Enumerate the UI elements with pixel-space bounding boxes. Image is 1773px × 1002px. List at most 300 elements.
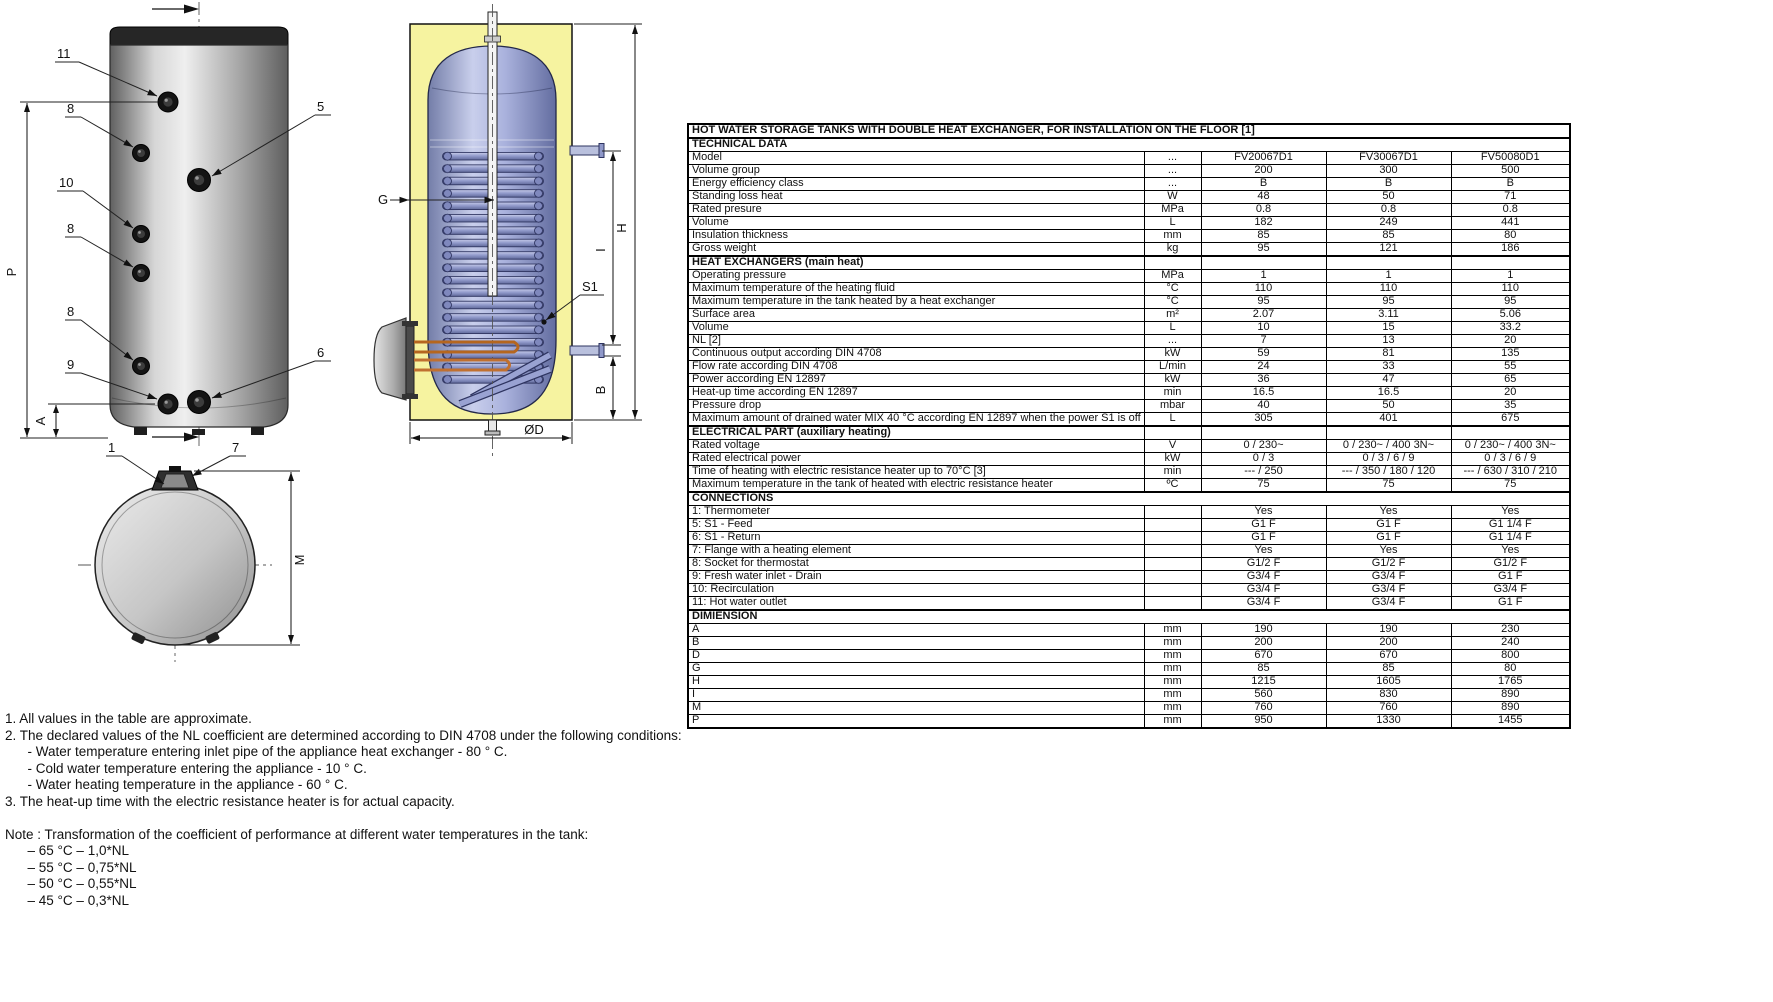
value-cell <box>1201 256 1326 270</box>
value-cell: 441 <box>1451 217 1570 230</box>
value-cell: 135 <box>1451 348 1570 361</box>
value-cell <box>1451 256 1570 270</box>
unit-cell: MPa <box>1144 204 1201 217</box>
value-cell: 1 <box>1201 270 1326 283</box>
table-row <box>688 637 1570 650</box>
param-cell: Rated electrical power <box>688 453 1144 466</box>
tank-foot <box>134 427 147 435</box>
value-cell: Yes <box>1326 506 1451 519</box>
param-cell: Standing loss heat <box>688 191 1144 204</box>
unit-cell: V <box>1144 440 1201 453</box>
value-cell: G1 F <box>1201 519 1326 532</box>
value-cell: --- / 350 / 180 / 120 <box>1326 466 1451 479</box>
value-cell: 95 <box>1201 296 1326 309</box>
svg-text:B: B <box>593 385 608 395</box>
table-row <box>688 702 1570 715</box>
value-cell: 200 <box>1201 637 1326 650</box>
value-cell: 0.8 <box>1201 204 1326 217</box>
unit-cell <box>1144 506 1201 519</box>
value-cell: 675 <box>1451 413 1570 427</box>
note-line: – 55 °C – 0,75*NL <box>5 859 137 875</box>
s1-feed-pipe <box>570 144 604 158</box>
value-cell: 80 <box>1451 663 1570 676</box>
top-view <box>28 440 333 680</box>
table-row <box>688 663 1570 676</box>
unit-cell: ... <box>1144 152 1201 165</box>
svg-text:10: 10 <box>59 175 74 190</box>
value-cell: 1765 <box>1451 676 1570 689</box>
table-row <box>688 584 1570 597</box>
value-cell: 0.8 <box>1326 204 1451 217</box>
section-header: CONNECTIONS <box>688 492 1570 506</box>
value-cell: 85 <box>1201 663 1326 676</box>
param-cell: Volume group <box>688 165 1144 178</box>
table-row <box>688 270 1570 283</box>
dimension-i <box>593 151 621 345</box>
table-row <box>688 217 1570 230</box>
value-cell: 3.11 <box>1326 309 1451 322</box>
param-cell: 7: Flange with a heating element <box>688 545 1144 558</box>
front-view <box>0 0 352 448</box>
value-cell: 65 <box>1451 374 1570 387</box>
param-cell: Surface area <box>688 309 1144 322</box>
param-cell: Continuous output according DIN 4708 <box>688 348 1144 361</box>
param-cell: H <box>688 676 1144 689</box>
value-cell: 85 <box>1326 230 1451 243</box>
unit-cell: ... <box>1144 165 1201 178</box>
section-header: HEAT EXCHANGERS (main heat) <box>688 256 1144 270</box>
table-row <box>688 545 1570 558</box>
value-cell: 200 <box>1326 637 1451 650</box>
param-cell: Flow rate according DIN 4708 <box>688 361 1144 374</box>
value-cell: 0.8 <box>1451 204 1570 217</box>
value-cell: 230 <box>1451 624 1570 637</box>
value-cell: 13 <box>1326 335 1451 348</box>
value-cell: G1 1/4 F <box>1451 519 1570 532</box>
param-cell: Heat-up time according EN 12897 <box>688 387 1144 400</box>
value-cell: 24 <box>1201 361 1326 374</box>
svg-text:11: 11 <box>57 46 71 61</box>
unit-cell: ... <box>1144 335 1201 348</box>
value-cell: G3/4 F <box>1201 584 1326 597</box>
value-cell: 33.2 <box>1451 322 1570 335</box>
param-cell: Pressure drop <box>688 400 1144 413</box>
value-cell: 71 <box>1451 191 1570 204</box>
value-cell: G3/4 F <box>1326 597 1451 611</box>
value-cell: 1330 <box>1326 715 1451 729</box>
svg-text:M: M <box>292 554 307 566</box>
table-row <box>688 296 1570 309</box>
unit-cell: L <box>1144 217 1201 230</box>
table-row <box>688 624 1570 637</box>
note-line: - Water temperature entering inlet pipe of the appliance heat exchanger - 80 ° C. <box>5 744 508 759</box>
unit-cell: mm <box>1144 230 1201 243</box>
value-cell: --- / 250 <box>1201 466 1326 479</box>
param-cell: Operating pressure <box>688 270 1144 283</box>
s1-return-pipe <box>570 344 604 358</box>
param-cell: 9: Fresh water inlet - Drain <box>688 571 1144 584</box>
value-cell: 1215 <box>1201 676 1326 689</box>
param-cell: Rated presure <box>688 204 1144 217</box>
note-line: – 65 °C – 1,0*NL <box>5 843 129 858</box>
svg-text:ØD: ØD <box>524 422 544 437</box>
value-cell: 5.06 <box>1451 309 1570 322</box>
svg-text:A: A <box>33 416 48 426</box>
section-header: DIMIENSION <box>688 610 1570 624</box>
unit-cell <box>1144 571 1201 584</box>
value-cell: 760 <box>1201 702 1326 715</box>
svg-text:8: 8 <box>67 304 75 319</box>
value-cell: 1 <box>1451 270 1570 283</box>
table-row <box>688 466 1570 479</box>
value-cell: 2.07 <box>1201 309 1326 322</box>
value-cell: G1/2 F <box>1326 558 1451 571</box>
unit-cell: mm <box>1144 702 1201 715</box>
value-cell: 16.5 <box>1326 387 1451 400</box>
port-11 <box>158 92 178 112</box>
top-flange <box>152 466 198 490</box>
table-row <box>688 178 1570 191</box>
table-row <box>688 152 1570 165</box>
value-cell: --- / 630 / 310 / 210 <box>1451 466 1570 479</box>
port-8-upper <box>133 145 150 162</box>
value-cell: 186 <box>1451 243 1570 257</box>
value-cell: 1605 <box>1326 676 1451 689</box>
value-cell: G1 F <box>1451 597 1570 611</box>
table-row <box>688 204 1570 217</box>
value-cell: Yes <box>1201 545 1326 558</box>
unit-cell: ... <box>1144 178 1201 191</box>
table-row <box>688 440 1570 453</box>
section-view <box>372 0 662 465</box>
unit-cell: min <box>1144 387 1201 400</box>
value-cell: G3/4 F <box>1326 571 1451 584</box>
tank-top-outline <box>95 485 255 645</box>
value-cell: 95 <box>1326 296 1451 309</box>
value-cell: 40 <box>1201 400 1326 413</box>
value-cell <box>1451 426 1570 440</box>
param-cell: Volume <box>688 322 1144 335</box>
notes <box>5 711 682 909</box>
svg-text:8: 8 <box>67 101 75 116</box>
value-cell: 95 <box>1201 243 1326 257</box>
unit-cell: kW <box>1144 453 1201 466</box>
value-cell: 59 <box>1201 348 1326 361</box>
svg-text:1: 1 <box>108 440 116 455</box>
value-cell: 10 <box>1201 322 1326 335</box>
table-title-row <box>688 124 1570 138</box>
port-8-lower <box>133 358 150 375</box>
technical-drawing <box>0 0 680 700</box>
table-row <box>688 230 1570 243</box>
table-row <box>688 650 1570 663</box>
value-cell: 300 <box>1326 165 1451 178</box>
value-cell <box>1326 426 1451 440</box>
unit-cell: W <box>1144 191 1201 204</box>
table-row <box>688 479 1570 493</box>
value-cell: 7 <box>1201 335 1326 348</box>
param-cell: Maximum amount of drained water MIX 40 °C according EN 12897 when the power S1 is off <box>688 413 1144 427</box>
value-cell: 190 <box>1326 624 1451 637</box>
port-9 <box>158 394 178 414</box>
param-cell: Time of heating with electric resistance heater up to 70°C [3] <box>688 466 1144 479</box>
tank-top-cap <box>110 27 288 45</box>
value-cell: B <box>1326 178 1451 191</box>
tank-foot <box>251 427 264 435</box>
param-cell: Maximum temperature of the heating fluid <box>688 283 1144 296</box>
value-cell: 0 / 3 / 6 / 9 <box>1326 453 1451 466</box>
value-cell: 36 <box>1201 374 1326 387</box>
value-cell: 0 / 230~ <box>1201 440 1326 453</box>
table-row <box>688 519 1570 532</box>
value-cell: G1/2 F <box>1451 558 1570 571</box>
table-row <box>688 715 1570 729</box>
param-cell: Insulation thickness <box>688 230 1144 243</box>
svg-text:P: P <box>4 267 19 277</box>
param-cell: I <box>688 689 1144 702</box>
table-row <box>688 348 1570 361</box>
value-cell: 1455 <box>1451 715 1570 729</box>
unit-cell: mm <box>1144 689 1201 702</box>
param-cell: Maximum temperature in the tank of heated with electric resistance heater <box>688 479 1144 493</box>
table-row <box>688 283 1570 296</box>
unit-cell <box>1144 558 1201 571</box>
table-row <box>688 532 1570 545</box>
param-cell: 8: Socket for thermostat <box>688 558 1144 571</box>
value-cell: G1 F <box>1326 532 1451 545</box>
unit-cell <box>1144 426 1201 440</box>
value-cell: Yes <box>1451 506 1570 519</box>
section-header-row <box>688 492 1570 506</box>
value-cell: Yes <box>1451 545 1570 558</box>
unit-cell: mbar <box>1144 400 1201 413</box>
unit-cell: L/min <box>1144 361 1201 374</box>
param-cell: Power according EN 12897 <box>688 374 1144 387</box>
value-cell: FV20067D1 <box>1201 152 1326 165</box>
value-cell: 50 <box>1326 191 1451 204</box>
table-row <box>688 676 1570 689</box>
value-cell: 110 <box>1326 283 1451 296</box>
value-cell: 80 <box>1451 230 1570 243</box>
table-row <box>688 243 1570 257</box>
svg-text:7: 7 <box>232 440 240 455</box>
section-header-row <box>688 426 1570 440</box>
callout-1 <box>106 440 164 484</box>
param-cell: 5: S1 - Feed <box>688 519 1144 532</box>
svg-text:6: 6 <box>317 345 325 360</box>
unit-cell: min <box>1144 466 1201 479</box>
param-cell: Rated voltage <box>688 440 1144 453</box>
param-cell: Maximum temperature in the tank heated by a heat exchanger <box>688 296 1144 309</box>
value-cell: G1 F <box>1201 532 1326 545</box>
value-cell: 48 <box>1201 191 1326 204</box>
table-row <box>688 374 1570 387</box>
value-cell: 20 <box>1451 335 1570 348</box>
value-cell: 190 <box>1201 624 1326 637</box>
note-line: - Water heating temperature in the appliance - 60 ° C. <box>5 777 348 792</box>
value-cell: 240 <box>1451 637 1570 650</box>
dimension-h <box>574 24 642 420</box>
value-cell: G1 F <box>1326 519 1451 532</box>
table-title: HOT WATER STORAGE TANKS WITH DOUBLE HEAT EXCHANGER, FOR INSTALLATION ON THE FLOOR [1] <box>688 124 1570 138</box>
value-cell: B <box>1451 178 1570 191</box>
value-cell: G3/4 F <box>1326 584 1451 597</box>
value-cell: 75 <box>1326 479 1451 493</box>
value-cell: 182 <box>1201 217 1326 230</box>
unit-cell <box>1144 532 1201 545</box>
unit-cell: kg <box>1144 243 1201 257</box>
value-cell <box>1201 426 1326 440</box>
value-cell: G3/4 F <box>1201 597 1326 611</box>
value-cell: 249 <box>1326 217 1451 230</box>
svg-text:8: 8 <box>67 221 75 236</box>
param-cell: M <box>688 702 1144 715</box>
unit-cell: °C <box>1144 283 1201 296</box>
value-cell: 35 <box>1451 400 1570 413</box>
unit-cell: kW <box>1144 374 1201 387</box>
table-row <box>688 387 1570 400</box>
table-row <box>688 309 1570 322</box>
value-cell: 800 <box>1451 650 1570 663</box>
section-header: TECHNICAL DATA <box>688 138 1570 152</box>
table-row <box>688 165 1570 178</box>
value-cell: 0 / 3 <box>1201 453 1326 466</box>
value-cell: 85 <box>1201 230 1326 243</box>
unit-cell <box>1144 545 1201 558</box>
value-cell: 890 <box>1451 689 1570 702</box>
unit-cell: mm <box>1144 624 1201 637</box>
table-row <box>688 571 1570 584</box>
port-10 <box>133 226 150 243</box>
param-cell: 10: Recirculation <box>688 584 1144 597</box>
unit-cell: MPa <box>1144 270 1201 283</box>
value-cell: 760 <box>1326 702 1451 715</box>
value-cell: 401 <box>1326 413 1451 427</box>
unit-cell <box>1144 256 1201 270</box>
unit-cell: mm <box>1144 650 1201 663</box>
svg-text:9: 9 <box>67 357 75 372</box>
svg-text:H: H <box>614 223 629 233</box>
note-line: 3. The heat-up time with the electric resistance heater is for actual capacity. <box>5 793 455 809</box>
unit-cell: mm <box>1144 663 1201 676</box>
value-cell: 670 <box>1326 650 1451 663</box>
drain-stub <box>485 420 500 435</box>
svg-text:G: G <box>378 192 389 207</box>
table-row <box>688 413 1570 427</box>
unit-cell: m² <box>1144 309 1201 322</box>
svg-text:S1: S1 <box>582 279 598 294</box>
value-cell: FV50080D1 <box>1451 152 1570 165</box>
section-header: ELECTRICAL PART (auxiliary heating) <box>688 426 1144 440</box>
value-cell: 20 <box>1451 387 1570 400</box>
note-line <box>5 810 682 827</box>
value-cell: G1/2 F <box>1201 558 1326 571</box>
value-cell: 75 <box>1451 479 1570 493</box>
unit-cell: mm <box>1144 715 1201 729</box>
port-8-middle <box>133 265 150 282</box>
value-cell: 47 <box>1326 374 1451 387</box>
value-cell: 830 <box>1326 689 1451 702</box>
value-cell: 0 / 3 / 6 / 9 <box>1451 453 1570 466</box>
value-cell: 55 <box>1451 361 1570 374</box>
table-row <box>688 322 1570 335</box>
value-cell: 121 <box>1326 243 1451 257</box>
section-header-row <box>688 610 1570 624</box>
table-row <box>688 453 1570 466</box>
table-row <box>688 361 1570 374</box>
unit-cell: L <box>1144 413 1201 427</box>
unit-cell <box>1144 597 1201 611</box>
value-cell: 200 <box>1201 165 1326 178</box>
dimension-b <box>593 356 621 419</box>
param-cell: 1: Thermometer <box>688 506 1144 519</box>
value-cell: 1 <box>1326 270 1451 283</box>
value-cell: 890 <box>1451 702 1570 715</box>
param-cell: Gross weight <box>688 243 1144 257</box>
value-cell: G1 F <box>1451 571 1570 584</box>
value-cell: 305 <box>1201 413 1326 427</box>
unit-cell: mm <box>1144 676 1201 689</box>
table-row <box>688 335 1570 348</box>
value-cell: 50 <box>1326 400 1451 413</box>
table-row <box>688 597 1570 611</box>
value-cell: 110 <box>1451 283 1570 296</box>
value-cell: 500 <box>1451 165 1570 178</box>
unit-cell: ºC <box>1144 479 1201 493</box>
value-cell: 110 <box>1201 283 1326 296</box>
value-cell: Yes <box>1326 545 1451 558</box>
note-line: – 45 °C – 0,3*NL <box>5 892 129 908</box>
note-line: - Cold water temperature entering the appliance - 10 ° C. <box>5 760 367 776</box>
note-line: Note : Transformation of the coefficient of performance at different water temperatures in the tank: <box>5 826 589 842</box>
value-cell: 95 <box>1451 296 1570 309</box>
port-5 <box>188 169 211 192</box>
spec-table-body <box>688 124 1570 728</box>
unit-cell: °C <box>1144 296 1201 309</box>
param-cell: 11: Hot water outlet <box>688 597 1144 611</box>
param-cell: Model <box>688 152 1144 165</box>
param-cell: A <box>688 624 1144 637</box>
value-cell: 560 <box>1201 689 1326 702</box>
note-line: 1. All values in the table are approximate. <box>5 711 252 726</box>
value-cell: G1 1/4 F <box>1451 532 1570 545</box>
unit-cell <box>1144 519 1201 532</box>
unit-cell: kW <box>1144 348 1201 361</box>
port-6 <box>188 391 211 414</box>
value-cell: 85 <box>1326 663 1451 676</box>
spec-table <box>687 123 1571 729</box>
value-cell: Yes <box>1201 506 1326 519</box>
value-cell: 15 <box>1326 322 1451 335</box>
value-cell: G3/4 F <box>1201 571 1326 584</box>
table-row <box>688 506 1570 519</box>
value-cell <box>1326 256 1451 270</box>
svg-text:5: 5 <box>317 99 325 114</box>
param-cell: Energy efficiency class <box>688 178 1144 191</box>
param-cell: NL [2] <box>688 335 1144 348</box>
param-cell: P <box>688 715 1144 729</box>
param-cell: Volume <box>688 217 1144 230</box>
value-cell: 0 / 230~ / 400 3N~ <box>1451 440 1570 453</box>
tank-foot <box>192 429 205 435</box>
value-cell: 75 <box>1201 479 1326 493</box>
unit-cell: mm <box>1144 637 1201 650</box>
param-cell: B <box>688 637 1144 650</box>
value-cell: 81 <box>1326 348 1451 361</box>
value-cell: 33 <box>1326 361 1451 374</box>
section-cut-arrow-top <box>152 5 199 14</box>
param-cell: D <box>688 650 1144 663</box>
